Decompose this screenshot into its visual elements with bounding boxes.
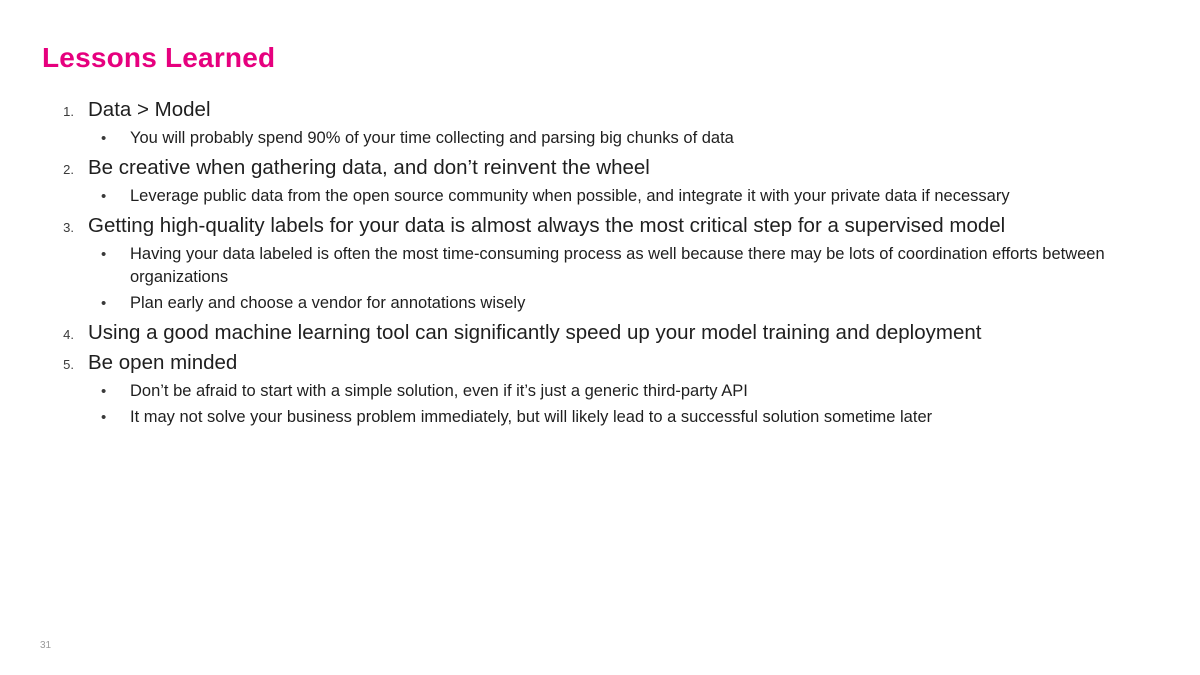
list-item-label: Be creative when gathering data, and don’t reinvent the wheel — [88, 156, 650, 179]
sublist-item — [88, 243, 1152, 289]
bullet-icon: • — [101, 188, 107, 205]
sublist — [88, 243, 1152, 315]
list-item-number: 2. — [63, 162, 74, 177]
list-item-label: Be open minded — [88, 351, 238, 374]
bullet-icon: • — [101, 130, 107, 147]
list-item-number: 4. — [63, 327, 74, 342]
sublist — [88, 185, 1152, 208]
sublist-item — [88, 380, 1152, 403]
sublist-item — [88, 292, 1152, 315]
list-item — [42, 212, 1152, 315]
list-item — [42, 96, 1152, 150]
slide-body — [42, 96, 1152, 433]
sublist-item-label: It may not solve your business problem immediately, but will likely lead to a successful solution sometime later — [130, 408, 933, 426]
sublist-item-label: Plan early and choose a vendor for annotations wisely — [130, 294, 526, 312]
sublist-item-label: Don’t be afraid to start with a simple solution, even if it’s just a generic third-party API — [130, 382, 748, 400]
bullet-icon: • — [101, 295, 107, 312]
list-item — [42, 349, 1152, 429]
sublist-item-label: Leverage public data from the open source community when possible, and integrate it with your private data if necessary — [130, 187, 1010, 205]
sublist-item — [88, 127, 1152, 150]
list-item — [42, 154, 1152, 208]
sublist-item — [88, 406, 1152, 429]
lessons-list — [42, 96, 1152, 429]
sublist-item-label: You will probably spend 90% of your time collecting and parsing big chunks of data — [130, 129, 734, 147]
list-item-label: Getting high-quality labels for your data is almost always the most critical step for a supervised model — [88, 214, 1006, 237]
list-item-number: 3. — [63, 220, 74, 235]
list-item — [42, 319, 1152, 347]
bullet-icon: • — [101, 246, 107, 263]
bullet-icon: • — [101, 383, 107, 400]
page-title: Lessons Learned — [42, 42, 276, 73]
list-item-label: Using a good machine learning tool can significantly speed up your model training and deployment — [88, 321, 982, 344]
list-item-label: Data > Model — [88, 98, 211, 121]
page-number: 31 — [40, 640, 52, 651]
sublist — [88, 380, 1152, 429]
sublist — [88, 127, 1152, 150]
sublist-item-label: Having your data labeled is often the most time-consuming process as well because there may be lots of coordination efforts between organizations — [130, 245, 1105, 286]
list-item-number: 5. — [63, 357, 74, 372]
sublist-item — [88, 185, 1152, 208]
bullet-icon: • — [101, 409, 107, 426]
list-item-number: 1. — [63, 104, 74, 119]
